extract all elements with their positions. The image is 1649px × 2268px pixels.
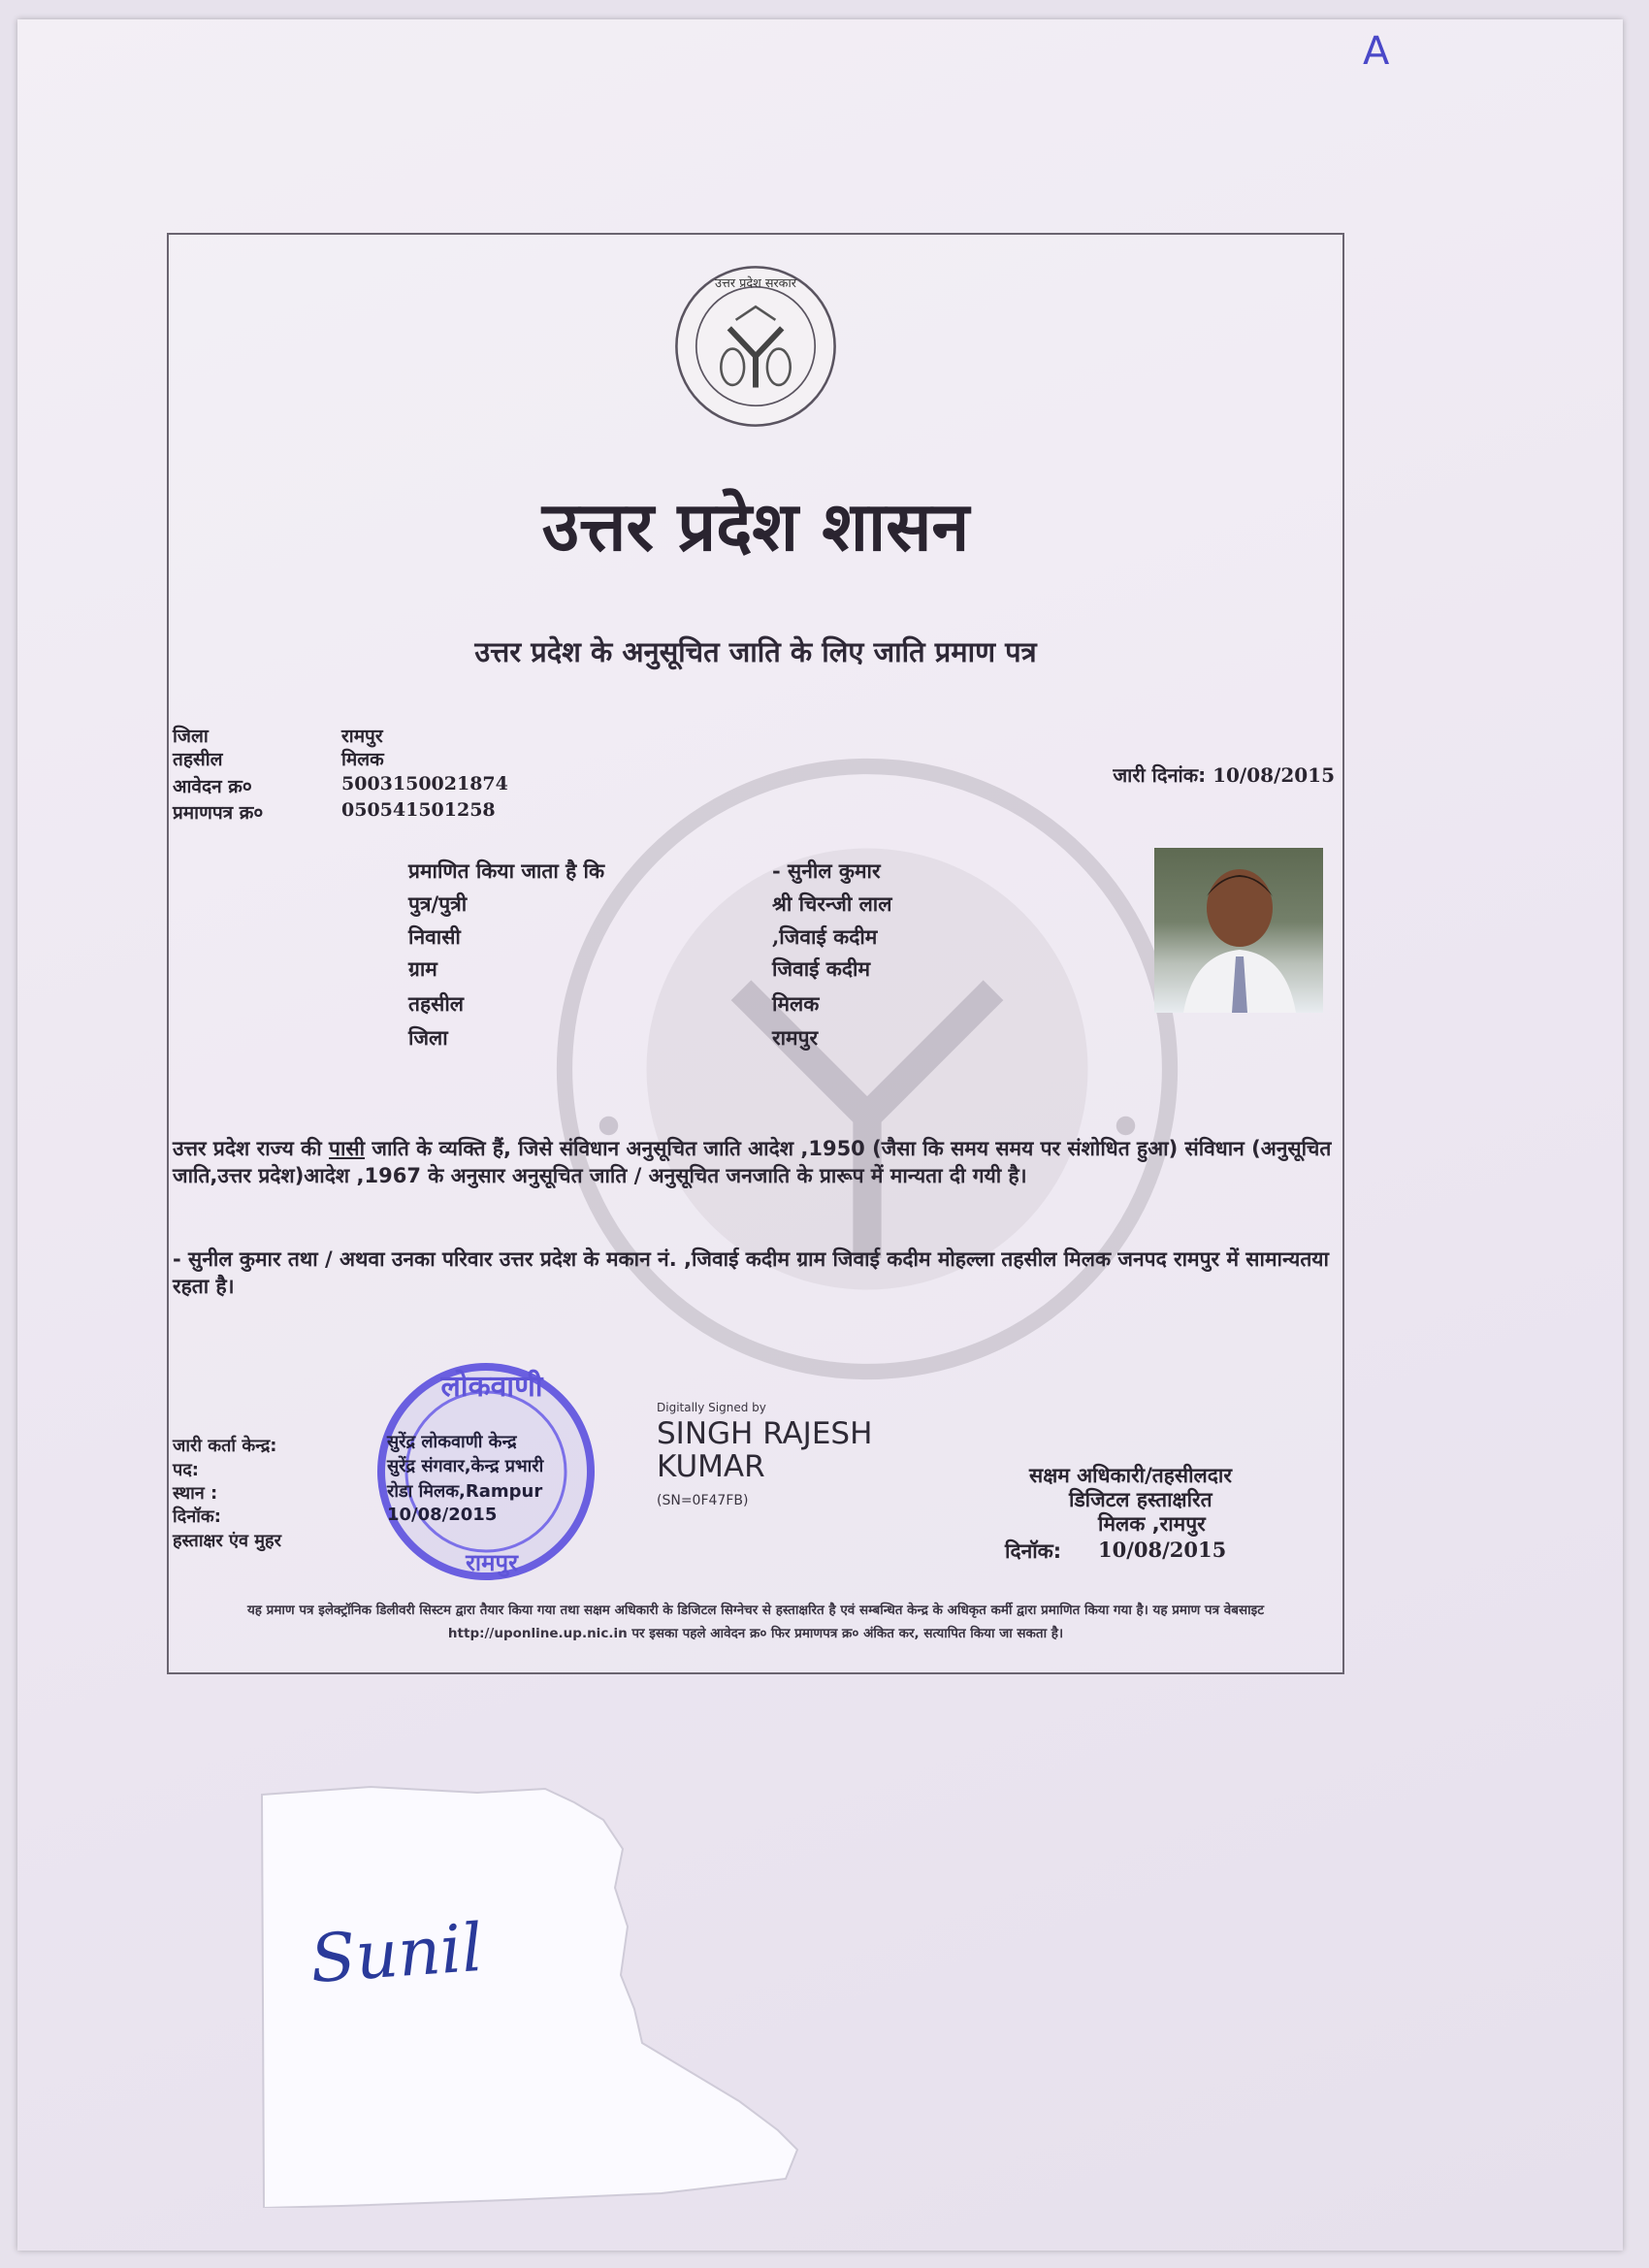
meta-value: 5003150021874 [341,773,508,794]
detail-label: जिला [408,1025,448,1050]
caste-paragraph [173,1135,1333,1189]
officer-date-label: दिनॉक: [1005,1539,1062,1563]
detail-value: मिलक [772,991,820,1016]
officer-title: सक्षम अधिकारी/तहसीलदार [1029,1464,1232,1487]
digital-signature-serial: (SN=0F47FB) [657,1493,749,1508]
applicant-photo [1154,848,1323,1013]
handwritten-signature: Sunil [307,1909,486,1999]
stamp-line: सुरेंद्र संगवार,केन्द्र प्रभारी [387,1456,544,1476]
emblem-text: उत्तर प्रदेश सरकार [715,275,796,291]
detail-label: निवासी [408,924,461,949]
stamp-line: रोडा मिलक,Rampur [387,1481,543,1502]
certificate [167,233,1344,1674]
meta-label: प्रमाणपत्र क्र० [173,802,264,824]
stamp-ring-text: लोकवाणी [440,1370,543,1404]
caste-paragraph-pre: उत्तर प्रदेश राज्य की [173,1137,330,1160]
issuer-label: जारी कर्ता केन्द्र: [173,1436,277,1456]
officer-date: 10/08/2015 [1098,1538,1227,1562]
officer-line3: मिलक ,रामपुर [1098,1512,1206,1536]
stamp-line: सुरेंद्र लोकवाणी केन्द्र [387,1432,517,1452]
detail-label: प्रमाणित किया जाता है कि [408,859,605,883]
meta-value: रामपुर [341,726,383,747]
footer-note: यह प्रमाण पत्र इलेक्ट्रॉनिक डिलीवरी सिस्टम द्वारा तैयार किया गया तथा सक्षम अधिकारी के डिजिटल सिग्नेचर से हस्ताक्षरित है एवं सम्बन्धित केन्द्र के अधिकृत कर्मी द्वारा प्रमाणित किया गया है। यह प्रमाण पत्र वेबसाइट http://uponline.up.nic.in पर इसका पहले आवेदन क्र० फिर प्रमाणपत्र क्र० अंकित कर, सत्यापित किया जा सकता है। [246,1603,1265,1641]
residence-paragraph: - सुनील कुमार तथा / अथवा उनका परिवार उत्तर प्रदेश के मकान नं. ,जिवाई कदीम ग्राम जिवाई कदीम मोहल्ला तहसील मिलक जनपद रामपुर में सामान्यतया रहता है। [173,1247,1329,1298]
issuer-label: पद: [173,1460,199,1480]
stamp-line: 10/08/2015 [387,1505,498,1525]
issuer-label: हस्ताक्षर एंव मुहर [173,1531,281,1551]
detail-label: ग्राम [408,956,437,981]
detail-label: तहसील [408,991,464,1016]
issue-date [1113,761,1335,788]
digital-signature-name-line2: KUMAR [657,1449,765,1484]
issuer-label: दिनॉक: [173,1507,221,1527]
issue-date-label: जारी दिनांक: [1113,763,1207,787]
detail-value: जिवाई कदीम [772,956,871,981]
up-government-emblem-icon [673,264,838,429]
issue-date-value: 10/08/2015 [1212,763,1335,787]
detail-value: - सुनील कुमार [772,859,881,883]
digital-signature-caption: Digitally Signed by [657,1401,766,1414]
detail-value: रामपुर [772,1025,819,1050]
sub-title: उत्तर प्रदेश के अनुसूचित जाति के लिए जाति प्रमाण पत्र [474,635,1037,668]
meta-value: 050541501258 [341,799,496,821]
digital-signature-name-line1: SINGH RAJESH [657,1416,873,1451]
meta-value: मिलक [341,749,384,770]
detail-label: पुत्र/पुत्री [408,891,468,916]
issuer-label: स्थान : [173,1483,218,1504]
meta-label: तहसील [173,749,223,770]
person-photo-icon [1154,848,1323,1013]
caste-name: पासी [329,1137,366,1160]
detail-value: ,जिवाई कदीम [772,924,878,949]
stamp-bottom-text: रामपुर [466,1549,518,1576]
caste-paragraph-post: जाति के व्यक्ति हैं, जिसे संविधान अनुसूचित जाति आदेश ,1950 (जैसा कि समय समय पर संशोधित हुआ) संविधान (अनुसूचित जाति,उत्तर प्रदेश)आदेश ,1967 के अनुसार अनुसूचित जाति / अनुसूचित जनजाति के प्रारूप में मान्यता दी गयी है। [173,1137,1332,1187]
meta-label: आवेदन क्र० [173,776,252,797]
corner-mark: A [1363,29,1390,74]
detail-value: श्री चिरन्जी लाल [772,891,892,916]
meta-label: जिला [173,726,209,747]
officer-line2: डिजिटल हस्ताक्षरित [1069,1488,1212,1511]
main-title: उत्तर प्रदेश शासन [541,487,970,567]
